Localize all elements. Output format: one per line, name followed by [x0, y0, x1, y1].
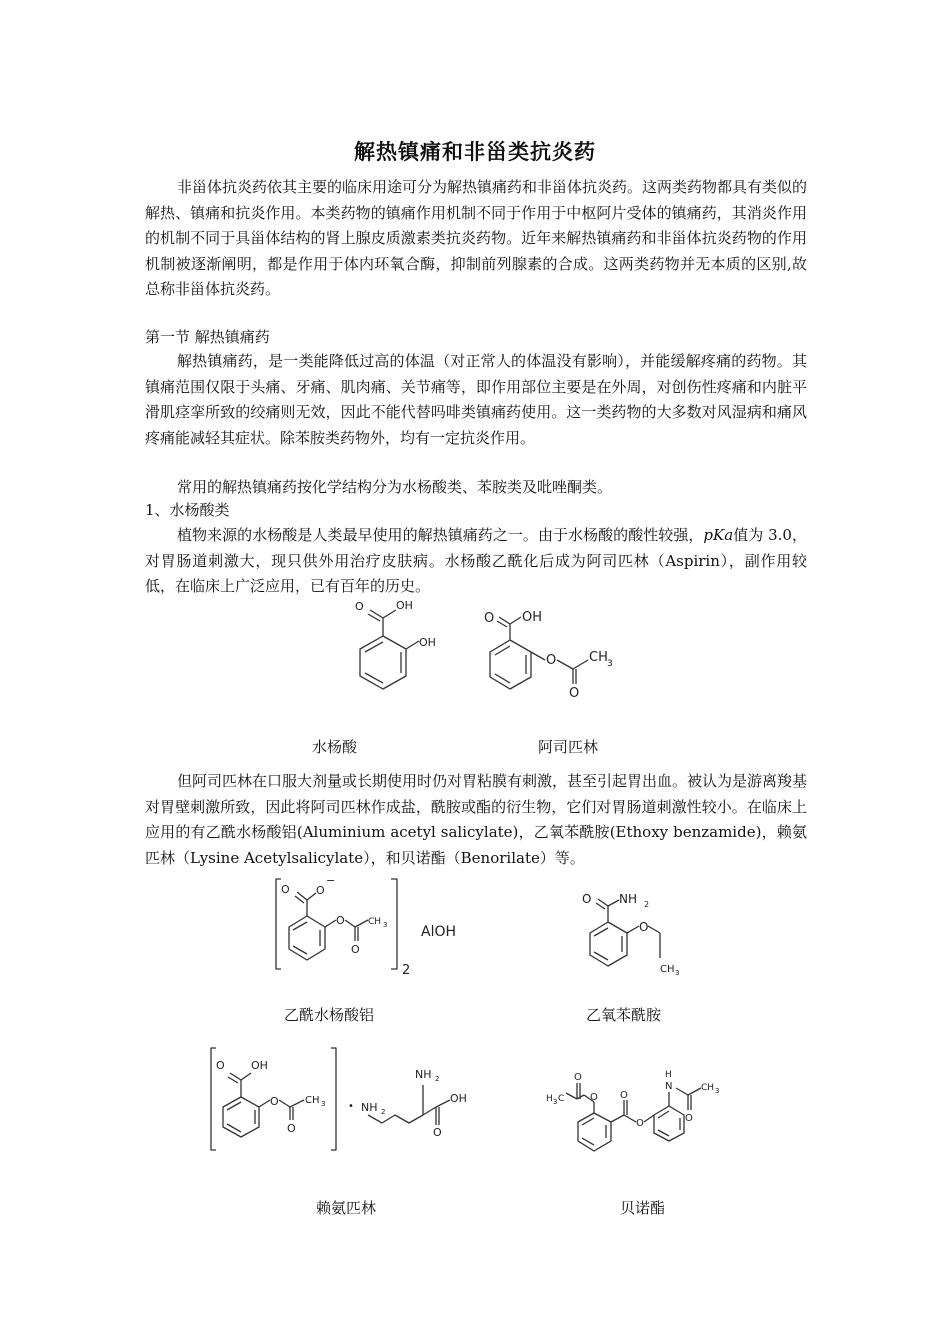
svg-text:H: H [665, 1070, 672, 1080]
caption-benorilate: 贝诺酯 [620, 1199, 666, 1217]
caption-salicylic-acid: 水杨酸 [312, 738, 358, 756]
svg-text:OH: OH [450, 1092, 467, 1105]
svg-text:NH: NH [361, 1101, 378, 1114]
svg-text:OH: OH [419, 636, 436, 649]
svg-text:2: 2 [402, 963, 411, 978]
caption-ethoxybenzamide: 乙氧苯酰胺 [586, 1006, 662, 1024]
svg-text:OH: OH [522, 610, 543, 625]
svg-text:O: O [281, 883, 290, 896]
svg-text:O: O [433, 1126, 442, 1139]
svg-text:CH: CH [368, 917, 382, 927]
svg-text:O: O [270, 1095, 279, 1108]
page-title: 解热镇痛和非甾类抗炎药 [354, 139, 596, 164]
pka-label: pKa [703, 526, 734, 544]
svg-text:O: O [685, 1113, 693, 1124]
svg-text:3: 3 [715, 1087, 720, 1095]
svg-text:O: O [484, 611, 495, 626]
svg-text:O: O [355, 600, 364, 613]
svg-text:CH: CH [701, 1083, 715, 1093]
svg-text:2: 2 [644, 900, 650, 909]
svg-text:O: O [636, 1118, 644, 1129]
svg-text:CH: CH [305, 1095, 320, 1106]
svg-text:3: 3 [675, 969, 680, 977]
aluminium-acetylsalicylate-structure [270, 876, 470, 976]
svg-text:O: O [590, 1092, 598, 1103]
svg-text:CH: CH [660, 964, 675, 975]
svg-text:2: 2 [435, 1075, 440, 1083]
svg-text:N: N [665, 1081, 673, 1092]
section-heading: 第一节 解热镇痛药 [145, 328, 270, 346]
subsection-heading: 1、水杨酸类 [145, 501, 230, 519]
svg-text:CH: CH [589, 650, 608, 665]
svg-text:3: 3 [553, 1098, 558, 1106]
benorilate-structure [540, 1055, 760, 1165]
svg-text:OH: OH [251, 1059, 268, 1072]
intro-paragraph: 非甾体抗炎药依其主要的临床用途可分为解热镇痛药和非甾体抗炎药。这两类药物都具有类似的解热、镇痛和抗炎作用。本类药物的镇痛作用机制不同于作用于中枢阿片受体的镇痛药，其消炎作用的机制不同于具甾体结构的肾上腺皮质激素类抗炎药物。近年来解热镇痛药和非甾体抗炎药物的作用机制被逐渐阐明，都是作用于体内环氧合酶，抑制前列腺素的合成。这两类药物并无本质的区别,故总称非甾体抗炎药。 [145, 178, 808, 298]
svg-text:OH: OH [396, 599, 413, 612]
svg-text:O: O [582, 892, 592, 906]
svg-text:O: O [336, 914, 345, 927]
svg-text:NH: NH [415, 1068, 432, 1081]
salicylic-acid-structure [320, 596, 440, 711]
svg-text:O: O [216, 1059, 225, 1072]
svg-text:3: 3 [321, 1100, 326, 1108]
svg-text:O: O [620, 1090, 628, 1101]
aspirin-structure [470, 602, 630, 702]
svg-text:O: O [351, 943, 360, 956]
svg-text:−: − [326, 874, 336, 887]
svg-text:O: O [316, 884, 325, 897]
svg-text:O: O [287, 1122, 296, 1135]
section-paragraph-2: 常用的解热镇痛药按化学结构分为水杨酸类、苯胺类及吡唑酮类。 [177, 478, 613, 496]
svg-text:O: O [546, 653, 557, 668]
svg-text:3: 3 [607, 659, 613, 669]
caption-aluminium-acetylsalicylate: 乙酰水杨酸铝 [284, 1006, 375, 1024]
section-paragraph-4: 但阿司匹林在口服大剂量或长期使用时仍对胃粘膜有刺激，甚至引起胃出血。被认为是游离羧基对胃壁刺激所致，因此将阿司匹林作成盐，酰胺或酯的衍生物，它们对胃肠道刺激性较小。在临床上应用的有乙酰水杨酸铝(Aluminium acetyl salicylate)，乙氧苯酰胺(Ethoxy benzamide)，赖氨匹林（Lysine Acetylsalicylate），和贝诺酯（Benorilate）等。 [145, 772, 808, 867]
svg-text:H: H [546, 1094, 553, 1104]
svg-text:NH: NH [619, 892, 638, 906]
lysine-acetylsalicylate-structure [205, 1045, 480, 1155]
svg-text:3: 3 [383, 921, 388, 929]
svg-text:•: • [348, 1101, 354, 1112]
svg-text:2: 2 [381, 1108, 386, 1116]
svg-text:AlOH: AlOH [421, 924, 457, 940]
svg-text:O: O [639, 920, 649, 934]
svg-text:O: O [569, 686, 580, 701]
ethoxybenzamide-structure [570, 888, 680, 980]
section-paragraph-3: 植物来源的水杨酸是人类最早使用的解热镇痛药之一。由于水杨酸的酸性较强，pKa值为 3.0，对胃肠道刺激大，现只供外用治疗皮肤病。水杨酸乙酰化后成为阿司匹林（Aspirin），副作用较低，在临床上广泛应用，已有百年的历史。 [145, 526, 807, 595]
caption-lysine-acetylsalicylate: 赖氨匹林 [316, 1199, 377, 1217]
svg-text:O: O [574, 1072, 582, 1083]
section-paragraph-1: 解热镇痛药，是一类能降低过高的体温（对正常人的体温没有影响），并能缓解疼痛的药物。其镇痛范围仅限于头痛、牙痛、肌肉痛、关节痛等，即作用部位主要是在外周，对创伤性疼痛和内脏平滑肌痉挛所致的绞痛则无效，因此不能代替吗啡类镇痛药使用。这一类药物的大多数对风湿病和痛风疼痛能减轻其症状。除苯胺类药物外，均有一定抗炎作用。 [145, 352, 807, 447]
svg-text:C: C [558, 1094, 565, 1104]
caption-aspirin: 阿司匹林 [538, 738, 599, 756]
